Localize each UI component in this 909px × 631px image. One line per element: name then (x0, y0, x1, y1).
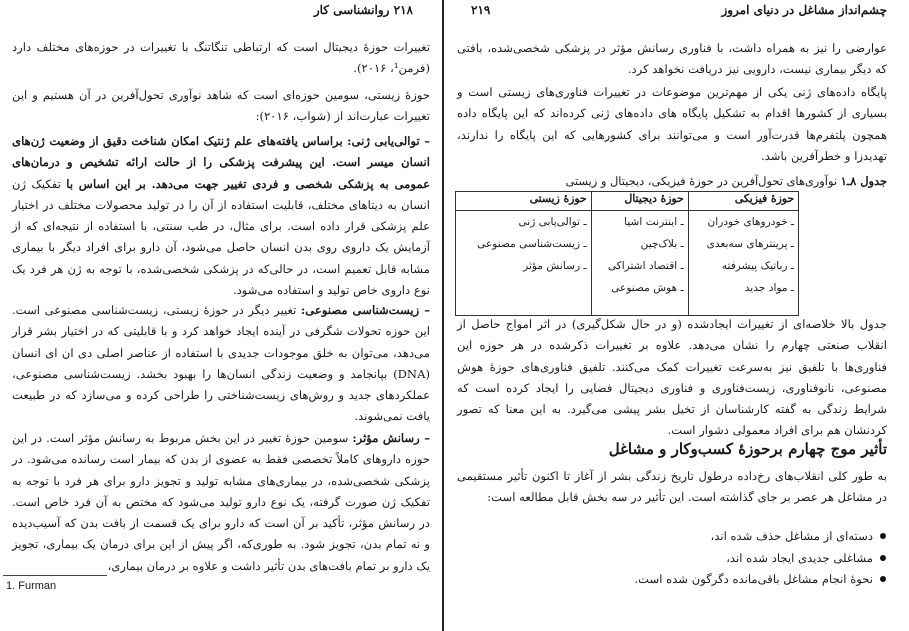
list-item (457, 526, 887, 548)
paragraph-gene-databases: پایگاه داده‌های ژنی یکی از مهم‌ترین موضوعات در تغییرات فناوری‌های زیستی است و بسیاری از کشورها اقدام به تشکیل پایگاه های داده‌های ژنی کرده‌اند که این پایگاه داده همچون پلتفرم‌ها قدرت‌آور است و می‌توانند برای کشورهایی که این پایگاه را ندارند، تهدیدزا و خطرآفرین باشد. (457, 85, 887, 163)
table-caption-number: جدول ۸ـ۱ (840, 174, 887, 188)
table-item: ـ توالی‌یابی ژنی (518, 216, 587, 228)
paragraph-gene-sequencing (12, 131, 430, 301)
bullet-icon (880, 555, 886, 561)
list-item (457, 569, 887, 591)
running-head-text-left: روانشناسی کار (313, 3, 390, 17)
table-cell-digital (591, 211, 688, 316)
table-header-physical: حوزهٔ فیزیکی (688, 192, 798, 211)
table-item: ـ رباتیک پیشرفته (721, 260, 794, 272)
synthetic-biology-body: تغییر دیگر در حوزهٔ زیستی، زیست‌شناسی مصنوعی است. این حوزه تحولات شگرفی در آینده ایجاد خواهد کرد و با قابلیتی که در اختیار بشر قرار می‌دهد، می‌توان به خلق موجودات جدیدی با استفاده از عناصر اصلی دی ان ای انسان (DNA) بپانجامد و وضعیت زندگی انسان‌ها را بهبود بخشد. زیست‌شناسی مصنوعی، عملکردهای جدید و روش‌های زیست‌شناختی را طراحی کرده و می‌سازد که در طبیعت یافت نمی‌شوند. (12, 303, 430, 424)
table-item: ـ بلاک‌چین (640, 238, 684, 250)
innovations-table (455, 191, 799, 316)
bullet-icon (880, 533, 886, 539)
paragraph-jobs-impact: به طور کلی انقلاب‌های رخ‌داده درطول تاریخ زندگی بشر از آغاز تا اکنون تأثیر مستقیمی در مشاغل هر عصر بر جای گذاشته است. این تأثیر در سه بخش قابل مطالعه است: (457, 469, 887, 505)
list-item-text: نحوهٔ انجام مشاغل باقی‌مانده دگرگون شده است. (634, 572, 873, 586)
table-item: ـ زیست‌شناسی مصنوعی (477, 238, 587, 250)
paragraph-synthetic-biology (12, 300, 430, 428)
paragraph-biological-domain-intro: حوزهٔ زیستی، سومین حوزه‌ای است که شاهد نوآوری تحول‌آفرین در آن هستیم و این تغییرات عبارت‌اند از (شواب، ۲۰۱۶): (12, 88, 430, 124)
list-item-text: دسته‌ای از مشاغل حذف شده اند، (710, 529, 873, 543)
list-item (457, 548, 887, 570)
table-cell-physical (688, 211, 798, 316)
left-page (0, 0, 440, 631)
effective-delivery-body: سومین حوزهٔ تغییر در این بخش مربوط به رسانش مؤثر است. در این حوزه داروهای کاملاً تخصصی فقط به عضوی از بدن که بیمار است رسانده می‌شود. در پزشکی شخصی‌شده، در بیماری‌های مشابه تولید و تجویز دارو برای هر فرد با توجه به تفکیک ژن صورت گرفته، یک نوع دارو تولید می‌شود که مختص به آن فرد خاص است. در رسانش مؤثر، تأکید بر آن است که دارو برای یک قسمت از بافت بدن که آسیب‌دیده و نه تمام بدن، تجویز شود. به طوری‌که، اگر پیش از این برای درمان یک بیماری، تجویز یک دارو بر تمام بافت‌های بدن تأثیر داشت و علاوه بر درمان بیماری، (12, 431, 430, 573)
page-number-right: ۲۱۹ (471, 3, 491, 17)
table-item: ـ هوش مصنوعی (611, 282, 684, 294)
table-caption-text: نوآوری‌های تحول‌آفرین در حوزهٔ فیزیکی، دیجیتال و زیستی (565, 174, 841, 188)
right-page (447, 0, 909, 631)
running-head-number-left: ۲۱۸ (393, 3, 413, 17)
table-cell-biological (456, 211, 592, 316)
table-item: ـ اقتصاد اشتراکی (607, 260, 684, 272)
table-item: ـ مواد جدید (744, 282, 794, 294)
book-gutter (442, 0, 444, 631)
table-item: ـ اینترنت اشیا (624, 216, 684, 228)
paragraph-digital-domain: تغییرات حوزهٔ دیجیتال است که ارتباطی تنگاتنگ با تغییرات در حوزه‌های مختلف دارد (فرمن¹، ۲۰۱۶). (12, 40, 430, 76)
table-item: ـ خودروهای خودران (707, 216, 794, 228)
running-head-title-right: چشم‌انداز مشاغل در دنیای امروز (721, 3, 887, 17)
paragraph-table-summary: جدول بالا خلاصه‌ای از تغییرات ایجادشده (و در حال شکل‌گیری) در اثر امواج حاصل از انقلاب صنعتی چهارم را نشان می‌دهد. علاوه بر تغییرات ذکرشده در هر حوزه این فناوری‌ها با تلفیق نیز به‌سرعت تغییرات کمک می‌کنند. تلفیق فناوری‌های حوزهٔ هوش مصنوعی، نانوفناوری، زیست‌فناوری و فناوری دیجیتال فضایی را ایجاد کرده است که شرایط زندگی به گفته کارشناسان از تخیل بشر پیشی می‌گیرد. به این معنا که تصور کردنشان هم برای افراد معمولی دشوار است. (457, 317, 887, 438)
gene-sequencing-lead: – توالی‌یابی ژنی: براساس یافته‌های علم ژنتیک امکان شناخت دقیق از وضعیت ژن‌های انسان میسر است. این پیشرفت پزشکی را از حالت ارائه تشخیص و درمان‌های عمومی به پزشکی شخصی و فردی تغییر جهت می‌دهد. بر این اساس با (12, 134, 430, 191)
effective-delivery-lead: – رسانش مؤثر: (352, 431, 430, 445)
footnote-rule (3, 575, 107, 576)
impact-list (457, 526, 887, 591)
gene-sequencing-body: تفکیک ژن انسان به دیتاهای مختلف، قابلیت استفاده از آن را در تولید محصولات مختلف در اختیار علم پزشکی قرار داده است. برای مثال، در طب سنتی، با استفاده از نتیجه‌ای که از آزمایش یک داروی روی بدن انسان حاصل می‌شود، آن دارو برای افراد دیگر با بیماری مشابه قابل تعمیم است، در حالی‌که در پزشکی شخصی‌شده، با توجه به ژن هر فرد یک نوع داروی خاص تولید و استفاده می‌شود. (12, 176, 430, 298)
table-header-biological: حوزهٔ زیستی (456, 192, 592, 211)
section-heading: تأثیر موج چهارم برحوزهٔ کسب‌وکار و مشاغل (608, 440, 887, 458)
paragraph-effective-delivery (12, 428, 430, 577)
running-head-title-left (314, 3, 413, 17)
synthetic-biology-lead: – زیست‌شناسی مصنوعی: (300, 303, 430, 317)
list-item-text: مشاغلی جدیدی ایجاد شده اند، (726, 550, 873, 565)
table-header-digital: حوزهٔ دیجیتال (591, 192, 688, 211)
table-item: ـ پرینترهای سه‌بعدی (706, 238, 794, 250)
bullet-icon (880, 576, 886, 582)
paragraph-side-effects: عوارضی را نیز به همراه داشت، با فناوری رسانش مؤثر در پزشکی شخصی‌شده، بافتی که دیگر بیماری نیست، دارویی نیز دریافت نخواهد کرد. (457, 41, 887, 77)
table-caption (457, 174, 887, 188)
table-item: ـ رسانش مؤثر (523, 260, 587, 272)
footnote: 1. Furman (6, 580, 57, 592)
